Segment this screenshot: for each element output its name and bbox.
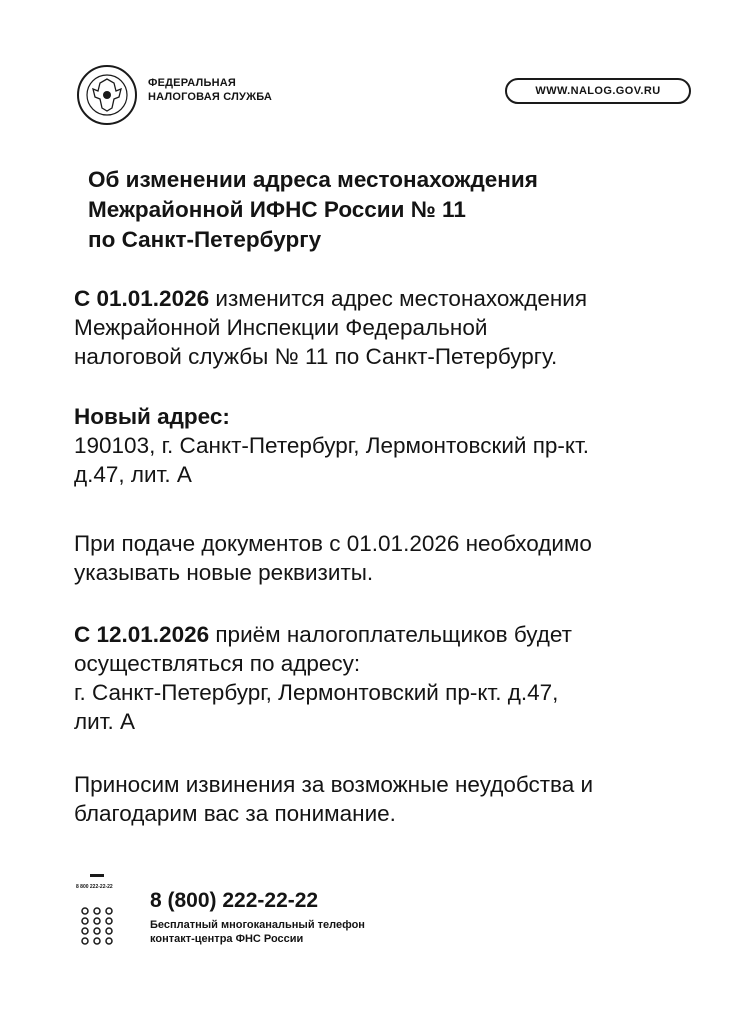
hotline-description — [150, 918, 365, 946]
hotline-phone[interactable]: 8 (800) 222-22-22 — [150, 889, 319, 912]
change-notice-line3: налоговой службы № 11 по Санкт-Петербургу. — [74, 344, 558, 369]
page-title — [88, 165, 688, 255]
change-notice-line2: Межрайонной Инспекции Федеральной — [74, 315, 488, 340]
reception-notice — [74, 620, 714, 736]
footer-dash — [90, 874, 104, 877]
reception-line4: лит. А — [74, 709, 136, 734]
reception-line3: г. Санкт-Петербург, Лермонтовский пр-кт. д.47, — [74, 680, 559, 705]
reception-line1 — [74, 620, 714, 649]
title-line1: Об изменении адреса местонахождения — [88, 167, 538, 192]
hotline-desc-line1: Бесплатный многоканальный телефон — [150, 919, 365, 931]
hotline-desc-line2: контакт-центра ФНС России — [150, 933, 304, 945]
change-date: С 01.01.2026 — [74, 286, 210, 311]
new-address — [74, 402, 714, 489]
title-line2: Межрайонной ИФНС России № 11 — [88, 197, 466, 222]
apology-line1: Приносим извинения за возможные неудобства и — [74, 772, 594, 797]
change-notice-text: изменится адрес местонахождения — [209, 286, 588, 311]
documents-line2: указывать новые реквизиты. — [74, 560, 374, 585]
website-link[interactable]: WWW.NALOG.GOV.RU — [505, 78, 691, 104]
fns-emblem-icon — [76, 64, 138, 126]
documents-notice — [74, 529, 714, 587]
change-notice-line1 — [74, 284, 714, 313]
phone-keypad-icon — [80, 906, 114, 946]
apology-notice — [74, 770, 714, 828]
org-name — [148, 76, 272, 104]
new-address-heading: Новый адрес: — [74, 404, 230, 429]
title-line3: по Санкт-Петербургу — [88, 227, 322, 252]
reception-text: приём налогоплательщиков будет — [209, 622, 572, 647]
change-notice — [74, 284, 714, 371]
org-name-line1: ФЕДЕРАЛЬНАЯ — [148, 77, 236, 89]
reception-line2: осуществляться по адресу: — [74, 651, 361, 676]
new-address-line1: 190103, г. Санкт-Петербург, Лермонтовский пр-кт. — [74, 433, 590, 458]
new-address-line2: д.47, лит. А — [74, 462, 192, 487]
org-name-line2: НАЛОГОВАЯ СЛУЖБА — [148, 91, 273, 103]
reception-date: С 12.01.2026 — [74, 622, 210, 647]
footer-small-number: 8 800 222-22-22 — [76, 884, 113, 890]
documents-line1: При подаче документов с 01.01.2026 необходимо — [74, 531, 592, 556]
apology-line2: благодарим вас за понимание. — [74, 801, 396, 826]
